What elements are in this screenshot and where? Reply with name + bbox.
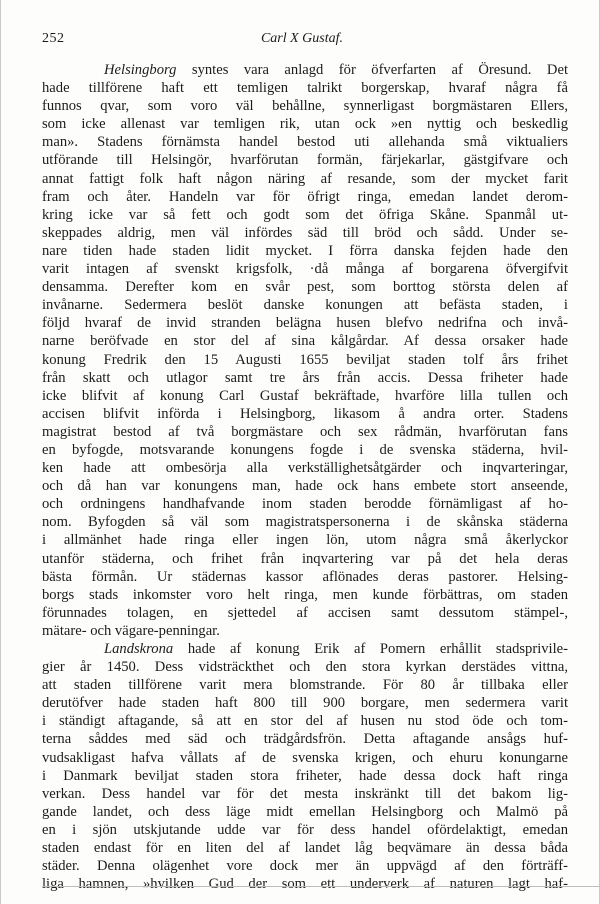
text-line [42, 79, 568, 97]
text-line [42, 441, 568, 459]
line-text: magistrat bestod af två borgmästare och sex rådmän, hvarförutan fans [42, 423, 568, 440]
text-line [42, 387, 568, 405]
line-text: mätare- och vägare-penningar. [42, 622, 220, 639]
text-line [42, 133, 568, 151]
text-line [42, 170, 568, 188]
place-name: Landskrona [104, 641, 174, 657]
text-line [42, 531, 568, 549]
text-line [42, 749, 568, 767]
line-text: som icke allenast var temligen rik, utan ock »en nyttig och beskedlig [42, 116, 568, 133]
line-text: en byfogde, motsvarande konungens fogde i de svenska städerna, hvil- [42, 441, 568, 458]
line-text: verkan. Dess handel var för det mesta inskränkt till det bakom lig- [42, 785, 568, 802]
line-text: och då han var konungens man, hade ock hans embete stort anseende, [42, 478, 568, 495]
text-line [42, 61, 568, 79]
line-text: bästa förmån. Ur städernas kassor aflönades deras pastorer. Helsing- [42, 568, 568, 585]
line-text: man». Stadens förnämsta handel bestod uti allehanda små viktualiers [42, 134, 568, 151]
text-line [42, 604, 568, 622]
text-line [42, 477, 568, 495]
line-text: borgs stads inkomster voro helt ringa, men kunde förbättras, om staden [42, 586, 568, 603]
line-text: skeppades aldrig, men väl infördes säd till bröd och sådd. Under se- [42, 224, 568, 241]
line-text: hade tillförene haft ett temligen talrikt borgerskap, hvaraf några få [42, 80, 568, 97]
text-line [42, 640, 568, 658]
line-text: följd hvaraf de invid stranden belägna husen blefvo nedrifna och invå- [42, 315, 568, 332]
line-text: städer. Denna olägenhet vore dock mer än uppvägd af den förträff- [42, 858, 568, 875]
line-text: i allmänhet hade ringa eller ingen lön, utom några små åkerlyckor [42, 532, 568, 549]
text-line [42, 767, 568, 785]
text-line [42, 694, 568, 712]
line-text: gande landet, och dess läge midt emellan Helsingborg och Malmö på [42, 803, 568, 820]
line-text: icke blifvit af konung Carl Gustaf bekräftade, hvarföre lilla tullen och [42, 387, 568, 404]
line-text: utanför städerna, och frihet från inqvartering var på det hela deras [42, 550, 568, 567]
line-text: staden endast för en liten del af landet låg beqvämare än dessa båda [42, 840, 568, 857]
body-text [42, 61, 568, 893]
line-text: vudsakligast hafva vållats af de svenska krigen, och ehuru konungarne [42, 749, 568, 766]
text-line [42, 296, 568, 314]
line-text: terna såddes med säd och trädgårdsfrön. Detta aftagande ansågs huf- [42, 731, 568, 748]
line-text: i ständigt aftagande, så att en stor del af husen nu stod öde och tom- [42, 713, 568, 730]
place-name: Helsingborg [104, 62, 177, 78]
text-line [42, 260, 568, 278]
text-line [42, 332, 568, 350]
text-line [42, 839, 568, 857]
page-left-edge [0, 0, 1, 904]
text-line [42, 188, 568, 206]
line-text: ken hade att ombesörja alla verkställighetsåtgärder och inqvarteringar, [42, 460, 568, 477]
text-line [42, 513, 568, 531]
line-text: från skatt och utlagor samt tre års från accis. Dessa friheter hade [42, 369, 568, 386]
text-line [42, 875, 568, 893]
text-line [42, 314, 568, 332]
line-text: funnos qvar, som voro väl behållne, synnerligast borgmästaren Ellers, [42, 98, 568, 115]
text-line [42, 206, 568, 224]
text-line [42, 712, 568, 730]
line-text: konung Fredrik den 15 Augusti 1655 beviljat staden tolf års frihet [42, 351, 568, 368]
text-line [42, 242, 568, 260]
text-line [42, 821, 568, 839]
text-line [42, 115, 568, 133]
text-line [42, 785, 568, 803]
line-text: kring icke var så fett och godt som det öfriga Skåne. Spanmål ut- [42, 206, 568, 223]
text-line [42, 224, 568, 242]
text-line [42, 351, 568, 369]
bottom-rule [42, 886, 600, 887]
line-text: syntes vara anlagd för öfverfarten af Öresund. Det [191, 62, 568, 78]
line-text: hade af konung Erik af Pomern erhållit stadsprivile- [187, 641, 568, 657]
text-line [42, 586, 568, 604]
line-text: att staden tillförene varit mera blomstrande. För 80 år tillbaka eller [42, 677, 568, 694]
line-text: varit intagen af svenskt krigsfolk, ·då många af borgarena öfvergifvit [42, 261, 568, 278]
text-line [42, 550, 568, 568]
line-text: nare tiden hade staden lidit mycket. I förra danska fejden hade den [42, 242, 568, 259]
page-header [42, 31, 562, 53]
text-line [42, 369, 568, 387]
line-text: accisen blifvit införda i Helsingborg, likasom å andra orter. Stadens [42, 405, 568, 422]
text-line [42, 423, 568, 441]
line-text: utförande till Helsingör, hvarförutan formän, färjekarlar, gästgifvare och [42, 152, 568, 169]
text-line [42, 857, 568, 875]
text-line [42, 568, 568, 586]
line-text: förunnades tolagen, en sjettedel af accisen samt dessutom stämpel-, [42, 604, 568, 621]
line-text: gier år 1450. Dess vidsträckthet och den stora kyrkan derstädes vittna, [42, 659, 568, 676]
line-text: fram och åter. Handeln var för öfrigt ringa, emedan landet derom- [42, 188, 568, 205]
text-line [42, 405, 568, 423]
line-text: i Danmark beviljat staden stora friheter, hade dessa dock haft ringa [42, 767, 568, 784]
text-line [42, 459, 568, 477]
line-text: invånarne. Sedermera beslöt danske konungen att befästa staden, i [42, 297, 568, 314]
line-text: liga hamnen, »hvilken Gud der som ett underverk af naturen lagt haf- [42, 876, 568, 893]
line-text: nom. Byfogden så väl som magistratspersonerna i de skånska städerna [42, 514, 568, 531]
text-line [42, 151, 568, 169]
page-number: 252 [42, 31, 65, 46]
text-line [42, 803, 568, 821]
text-line [42, 278, 568, 296]
running-head: Carl X Gustaf. [260, 31, 344, 46]
line-text: annat fattigt folk haft någon näring af resande, som der mycket farit [42, 170, 568, 187]
line-text: en i sjön utskjutande udde var för dess handel ofördelaktigt, emedan [42, 821, 568, 838]
text-line [42, 730, 568, 748]
line-text: och ordningens handhafvande inom staden berodde förnämligast af ho- [42, 496, 568, 513]
text-line [42, 658, 568, 676]
text-line [42, 622, 568, 640]
text-line [42, 495, 568, 513]
line-text: narne beröfvade en stor del af sina kålgårdar. Af dessa orsaker hade [42, 333, 568, 350]
text-line [42, 676, 568, 694]
text-line [42, 97, 568, 115]
line-text: derutöfver hade staden haft 800 till 900 borgare, men sedermera varit [42, 695, 568, 712]
line-text: densamma. Derefter kom en svår pest, som borttog största delen af [42, 279, 568, 296]
